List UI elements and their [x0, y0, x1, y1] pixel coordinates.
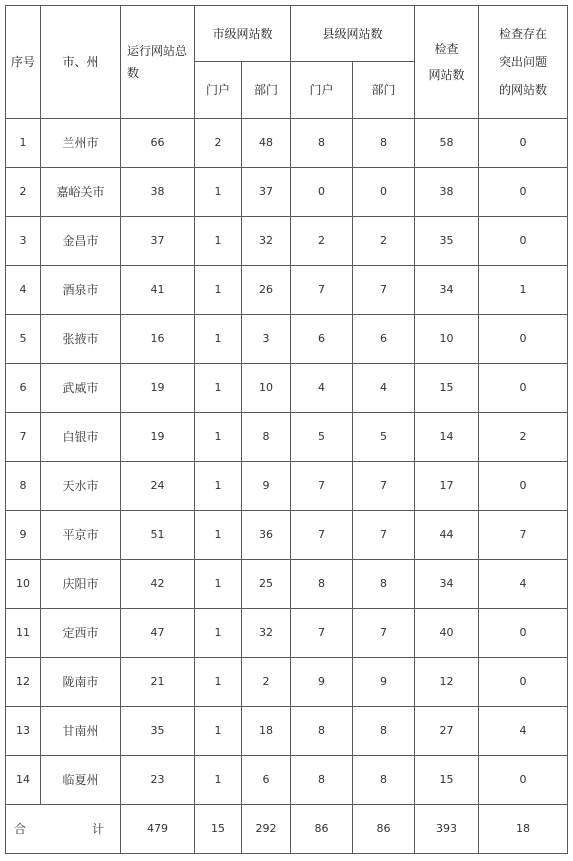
- header-city: 市、州: [41, 6, 121, 119]
- cell-county-portal: 8: [291, 756, 353, 805]
- summary-city-dept: 292: [242, 805, 291, 854]
- cell-city-dept: 32: [242, 217, 291, 266]
- cell-problem: 2: [479, 413, 568, 462]
- cell-total: 41: [121, 266, 195, 315]
- cell-problem: 0: [479, 168, 568, 217]
- cell-index: 12: [6, 658, 41, 707]
- cell-checked: 34: [415, 266, 479, 315]
- table-row: [6, 609, 568, 658]
- table-row: [6, 511, 568, 560]
- summary-row: [6, 805, 568, 854]
- table-row: [6, 315, 568, 364]
- cell-checked: 14: [415, 413, 479, 462]
- cell-city: 陇南市: [41, 658, 121, 707]
- cell-index: 8: [6, 462, 41, 511]
- cell-city: 嘉峪关市: [41, 168, 121, 217]
- cell-problem: 1: [479, 266, 568, 315]
- cell-checked: 27: [415, 707, 479, 756]
- cell-county-dept: 7: [353, 511, 415, 560]
- cell-city: 兰州市: [41, 119, 121, 168]
- cell-problem: 4: [479, 560, 568, 609]
- table-row: [6, 217, 568, 266]
- cell-city-portal: 1: [195, 315, 242, 364]
- cell-total: 19: [121, 364, 195, 413]
- cell-county-portal: 9: [291, 658, 353, 707]
- cell-problem: 0: [479, 364, 568, 413]
- cell-city-dept: 37: [242, 168, 291, 217]
- table-row: [6, 756, 568, 805]
- cell-city: 武威市: [41, 364, 121, 413]
- cell-county-dept: 9: [353, 658, 415, 707]
- website-stats-table: [5, 5, 568, 854]
- cell-checked: 35: [415, 217, 479, 266]
- cell-county-dept: 8: [353, 560, 415, 609]
- header-county-department: 部门: [353, 62, 415, 119]
- summary-problem: 18: [479, 805, 568, 854]
- table-row: [6, 266, 568, 315]
- cell-city: 金昌市: [41, 217, 121, 266]
- cell-total: 42: [121, 560, 195, 609]
- cell-checked: 17: [415, 462, 479, 511]
- cell-total: 66: [121, 119, 195, 168]
- cell-total: 21: [121, 658, 195, 707]
- cell-city-dept: 8: [242, 413, 291, 462]
- header-checked-line1: 检查: [434, 42, 459, 56]
- cell-problem: 0: [479, 756, 568, 805]
- cell-city: 甘南州: [41, 707, 121, 756]
- cell-city-dept: 9: [242, 462, 291, 511]
- table-row: [6, 707, 568, 756]
- cell-city-dept: 2: [242, 658, 291, 707]
- cell-index: 10: [6, 560, 41, 609]
- cell-city-dept: 18: [242, 707, 291, 756]
- cell-problem: 4: [479, 707, 568, 756]
- cell-index: 3: [6, 217, 41, 266]
- cell-city-portal: 2: [195, 119, 242, 168]
- cell-index: 1: [6, 119, 41, 168]
- cell-county-dept: 0: [353, 168, 415, 217]
- cell-city-portal: 1: [195, 413, 242, 462]
- cell-checked: 58: [415, 119, 479, 168]
- cell-city: 临夏州: [41, 756, 121, 805]
- table-row: [6, 168, 568, 217]
- header-county-portal: 门户: [291, 62, 353, 119]
- cell-problem: 0: [479, 315, 568, 364]
- cell-county-dept: 6: [353, 315, 415, 364]
- cell-city: 白银市: [41, 413, 121, 462]
- header-city-department: 部门: [242, 62, 291, 119]
- header-problem: [479, 6, 568, 119]
- cell-city-portal: 1: [195, 168, 242, 217]
- cell-county-portal: 2: [291, 217, 353, 266]
- cell-county-portal: 4: [291, 364, 353, 413]
- cell-city-portal: 1: [195, 462, 242, 511]
- cell-total: 23: [121, 756, 195, 805]
- cell-county-portal: 5: [291, 413, 353, 462]
- cell-city-dept: 26: [242, 266, 291, 315]
- cell-index: 4: [6, 266, 41, 315]
- cell-city: 张掖市: [41, 315, 121, 364]
- cell-city: 酒泉市: [41, 266, 121, 315]
- table-row: [6, 462, 568, 511]
- cell-total: 51: [121, 511, 195, 560]
- summary-label-right: 计: [92, 822, 105, 836]
- summary-total: 479: [121, 805, 195, 854]
- cell-total: 47: [121, 609, 195, 658]
- cell-city: 平京市: [41, 511, 121, 560]
- table-row: [6, 413, 568, 462]
- cell-total: 37: [121, 217, 195, 266]
- cell-index: 7: [6, 413, 41, 462]
- header-row-1: [6, 6, 568, 62]
- cell-county-portal: 8: [291, 560, 353, 609]
- cell-city: 庆阳市: [41, 560, 121, 609]
- cell-checked: 38: [415, 168, 479, 217]
- header-problem-line3: 的网站数: [499, 83, 548, 97]
- cell-index: 2: [6, 168, 41, 217]
- header-county-level: 县级网站数: [291, 6, 415, 62]
- cell-index: 13: [6, 707, 41, 756]
- cell-city-dept: 36: [242, 511, 291, 560]
- cell-checked: 40: [415, 609, 479, 658]
- cell-county-portal: 7: [291, 511, 353, 560]
- cell-checked: 15: [415, 756, 479, 805]
- cell-total: 16: [121, 315, 195, 364]
- header-total: 运行网站总数: [121, 6, 195, 119]
- header-problem-line2: 突出问题: [499, 55, 548, 69]
- cell-city-portal: 1: [195, 511, 242, 560]
- cell-total: 19: [121, 413, 195, 462]
- cell-city-portal: 1: [195, 658, 242, 707]
- cell-index: 5: [6, 315, 41, 364]
- cell-checked: 34: [415, 560, 479, 609]
- cell-county-portal: 7: [291, 266, 353, 315]
- cell-problem: 7: [479, 511, 568, 560]
- cell-county-dept: 4: [353, 364, 415, 413]
- cell-checked: 44: [415, 511, 479, 560]
- cell-county-portal: 6: [291, 315, 353, 364]
- cell-index: 9: [6, 511, 41, 560]
- cell-problem: 0: [479, 609, 568, 658]
- cell-city-portal: 1: [195, 707, 242, 756]
- cell-county-dept: 7: [353, 609, 415, 658]
- cell-index: 14: [6, 756, 41, 805]
- cell-city-portal: 1: [195, 560, 242, 609]
- header-city-level: 市级网站数: [195, 6, 291, 62]
- cell-city-portal: 1: [195, 217, 242, 266]
- cell-county-portal: 7: [291, 609, 353, 658]
- header-city-portal: 门户: [195, 62, 242, 119]
- summary-county-dept: 86: [353, 805, 415, 854]
- cell-checked: 15: [415, 364, 479, 413]
- cell-city-dept: 48: [242, 119, 291, 168]
- cell-county-dept: 2: [353, 217, 415, 266]
- cell-checked: 10: [415, 315, 479, 364]
- header-index: 序号: [6, 6, 41, 119]
- cell-city-dept: 10: [242, 364, 291, 413]
- table-row: [6, 119, 568, 168]
- cell-city-portal: 1: [195, 266, 242, 315]
- table-row: [6, 658, 568, 707]
- cell-problem: 0: [479, 462, 568, 511]
- cell-county-dept: 7: [353, 266, 415, 315]
- cell-city-dept: 25: [242, 560, 291, 609]
- cell-county-dept: 8: [353, 119, 415, 168]
- cell-index: 6: [6, 364, 41, 413]
- cell-city: 天水市: [41, 462, 121, 511]
- cell-county-dept: 5: [353, 413, 415, 462]
- table-row: [6, 364, 568, 413]
- cell-county-dept: 8: [353, 707, 415, 756]
- cell-city-portal: 1: [195, 364, 242, 413]
- cell-county-dept: 8: [353, 756, 415, 805]
- cell-checked: 12: [415, 658, 479, 707]
- cell-problem: 0: [479, 658, 568, 707]
- summary-checked: 393: [415, 805, 479, 854]
- table-row: [6, 560, 568, 609]
- cell-problem: 0: [479, 217, 568, 266]
- cell-index: 11: [6, 609, 41, 658]
- cell-city: 定西市: [41, 609, 121, 658]
- cell-county-portal: 8: [291, 707, 353, 756]
- cell-city-dept: 6: [242, 756, 291, 805]
- header-checked-line2: 网站数: [428, 68, 465, 82]
- cell-county-dept: 7: [353, 462, 415, 511]
- cell-county-portal: 7: [291, 462, 353, 511]
- cell-total: 35: [121, 707, 195, 756]
- cell-total: 24: [121, 462, 195, 511]
- summary-city-portal: 15: [195, 805, 242, 854]
- cell-problem: 0: [479, 119, 568, 168]
- cell-total: 38: [121, 168, 195, 217]
- summary-county-portal: 86: [291, 805, 353, 854]
- cell-city-dept: 32: [242, 609, 291, 658]
- cell-city-dept: 3: [242, 315, 291, 364]
- cell-city-portal: 1: [195, 609, 242, 658]
- header-checked: [415, 6, 479, 119]
- header-problem-line1: 检查存在: [499, 27, 548, 41]
- summary-label: [6, 805, 121, 854]
- cell-city-portal: 1: [195, 756, 242, 805]
- cell-county-portal: 8: [291, 119, 353, 168]
- summary-label-left: 合: [14, 822, 27, 836]
- cell-county-portal: 0: [291, 168, 353, 217]
- page: [5, 5, 567, 855]
